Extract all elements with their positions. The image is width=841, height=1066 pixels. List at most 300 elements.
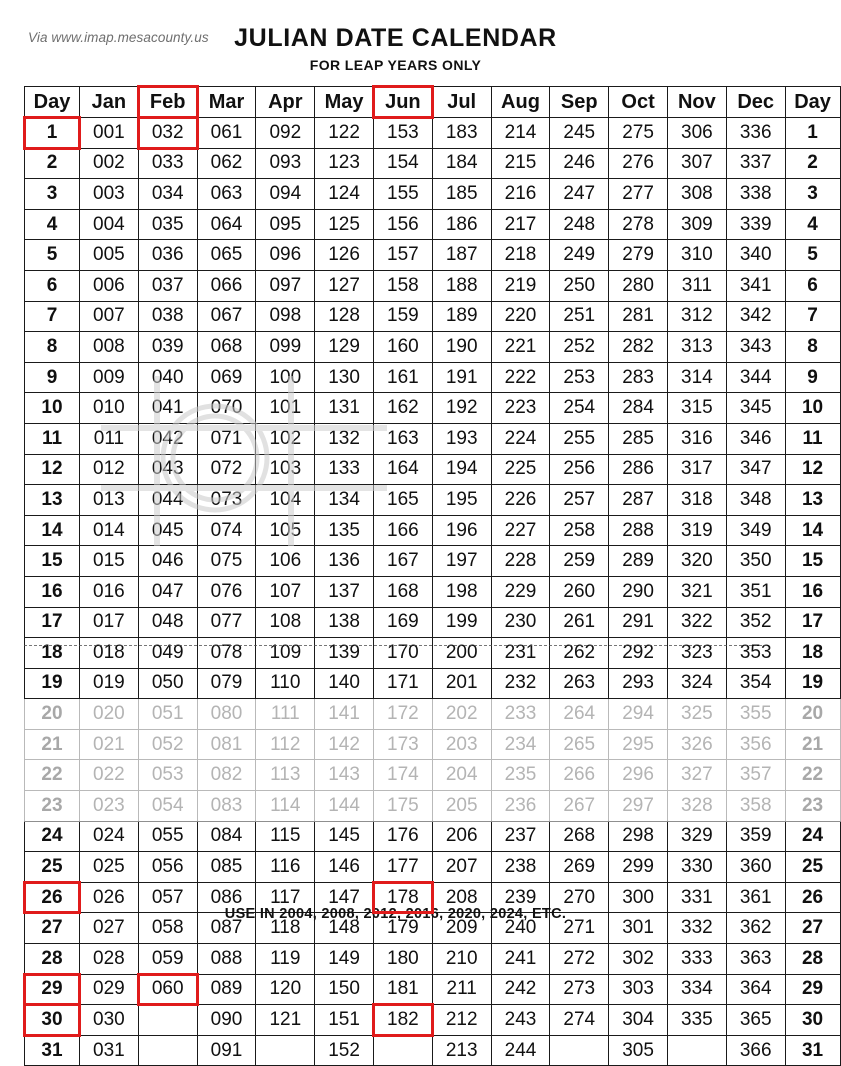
julian-day-cell-dec[interactable]	[726, 209, 785, 240]
julian-day-cell-apr[interactable]	[256, 209, 315, 240]
day-cell-right[interactable]	[785, 301, 840, 332]
julian-day-cell-mar[interactable]	[197, 454, 256, 485]
day-cell-right[interactable]	[785, 699, 840, 730]
julian-day-cell-jan[interactable]	[80, 301, 139, 332]
day-cell-right[interactable]	[785, 270, 840, 301]
julian-day-cell-jul[interactable]	[432, 668, 491, 699]
julian-day-cell-jun[interactable]	[373, 852, 432, 883]
julian-day-cell-nov[interactable]	[667, 1005, 726, 1036]
julian-day-cell-apr[interactable]	[256, 944, 315, 975]
julian-day-cell-dec[interactable]	[726, 240, 785, 271]
julian-day-cell-oct[interactable]	[609, 1035, 668, 1066]
julian-day-cell-jun[interactable]	[373, 638, 432, 669]
julian-day-cell-may[interactable]	[315, 668, 374, 699]
julian-day-cell-jan[interactable]	[80, 638, 139, 669]
julian-day-cell-feb[interactable]	[138, 699, 197, 730]
julian-day-cell-nov[interactable]	[667, 852, 726, 883]
julian-day-cell-jan[interactable]	[80, 393, 139, 424]
julian-day-cell-sep[interactable]	[550, 362, 609, 393]
julian-day-cell-aug[interactable]	[491, 668, 550, 699]
julian-day-cell-feb[interactable]	[138, 209, 197, 240]
julian-day-cell-jul[interactable]	[432, 576, 491, 607]
julian-day-cell-oct[interactable]	[609, 699, 668, 730]
julian-day-cell-jun[interactable]	[373, 515, 432, 546]
julian-day-cell-mar[interactable]	[197, 270, 256, 301]
julian-day-cell-oct[interactable]	[609, 791, 668, 822]
julian-day-cell-jun[interactable]	[373, 974, 432, 1005]
julian-day-cell-aug[interactable]	[491, 301, 550, 332]
julian-day-cell-apr[interactable]	[256, 362, 315, 393]
julian-day-cell-jun[interactable]	[373, 362, 432, 393]
julian-day-cell-feb[interactable]	[138, 944, 197, 975]
julian-day-cell-aug[interactable]	[491, 760, 550, 791]
julian-day-cell-may[interactable]	[315, 240, 374, 271]
julian-day-cell-dec[interactable]	[726, 607, 785, 638]
day-cell-right[interactable]	[785, 668, 840, 699]
julian-day-cell-sep[interactable]	[550, 821, 609, 852]
julian-day-cell-aug[interactable]	[491, 638, 550, 669]
julian-day-cell-aug[interactable]	[491, 240, 550, 271]
day-cell-left[interactable]	[25, 668, 80, 699]
day-cell-right[interactable]	[785, 913, 840, 944]
julian-day-cell-aug[interactable]	[491, 791, 550, 822]
julian-day-cell-may[interactable]	[315, 791, 374, 822]
julian-day-cell-sep[interactable]	[550, 607, 609, 638]
day-cell-right[interactable]	[785, 118, 840, 149]
julian-day-cell-may[interactable]	[315, 1035, 374, 1066]
julian-day-cell-jun[interactable]	[373, 607, 432, 638]
julian-day-cell-jul[interactable]	[432, 852, 491, 883]
julian-day-cell-dec[interactable]	[726, 301, 785, 332]
julian-day-cell-oct[interactable]	[609, 974, 668, 1005]
julian-day-cell-nov[interactable]	[667, 209, 726, 240]
julian-day-cell-mar[interactable]	[197, 423, 256, 454]
julian-day-cell-jan[interactable]	[80, 974, 139, 1005]
julian-day-cell-apr[interactable]	[256, 148, 315, 179]
day-cell-right[interactable]	[785, 485, 840, 516]
column-header-nov[interactable]	[667, 87, 726, 118]
julian-day-cell-dec[interactable]	[726, 944, 785, 975]
julian-day-cell-sep[interactable]	[550, 118, 609, 149]
julian-day-cell-nov[interactable]	[667, 179, 726, 210]
julian-day-cell-jun[interactable]	[373, 729, 432, 760]
julian-day-cell-dec[interactable]	[726, 454, 785, 485]
julian-day-cell-jan[interactable]	[80, 944, 139, 975]
julian-day-cell-jul[interactable]	[432, 760, 491, 791]
julian-day-cell-jan[interactable]	[80, 209, 139, 240]
day-cell-left[interactable]	[25, 270, 80, 301]
julian-day-cell-may[interactable]	[315, 301, 374, 332]
julian-day-cell-mar[interactable]	[197, 791, 256, 822]
day-cell-left[interactable]	[25, 118, 80, 149]
julian-day-cell-nov[interactable]	[667, 270, 726, 301]
julian-day-cell-mar[interactable]	[197, 974, 256, 1005]
day-cell-left[interactable]	[25, 148, 80, 179]
julian-day-cell-mar[interactable]	[197, 393, 256, 424]
julian-day-cell-may[interactable]	[315, 423, 374, 454]
julian-day-cell-dec[interactable]	[726, 821, 785, 852]
julian-day-cell-may[interactable]	[315, 699, 374, 730]
julian-day-cell-jun[interactable]	[373, 148, 432, 179]
julian-day-cell-may[interactable]	[315, 515, 374, 546]
julian-day-cell-mar[interactable]	[197, 821, 256, 852]
julian-day-cell-aug[interactable]	[491, 852, 550, 883]
julian-day-cell-aug[interactable]	[491, 270, 550, 301]
julian-day-cell-jan[interactable]	[80, 179, 139, 210]
julian-day-cell-nov[interactable]	[667, 1035, 726, 1066]
column-header-jul[interactable]	[432, 87, 491, 118]
julian-day-cell-jun[interactable]	[373, 332, 432, 363]
day-cell-left[interactable]	[25, 454, 80, 485]
julian-day-cell-jun[interactable]	[373, 791, 432, 822]
day-cell-left[interactable]	[25, 332, 80, 363]
julian-day-cell-mar[interactable]	[197, 240, 256, 271]
julian-day-cell-apr[interactable]	[256, 1005, 315, 1036]
day-cell-left[interactable]	[25, 944, 80, 975]
julian-day-cell-jul[interactable]	[432, 270, 491, 301]
julian-day-cell-jul[interactable]	[432, 332, 491, 363]
julian-day-cell-dec[interactable]	[726, 852, 785, 883]
julian-day-cell-nov[interactable]	[667, 148, 726, 179]
julian-day-cell-jul[interactable]	[432, 240, 491, 271]
julian-day-cell-dec[interactable]	[726, 332, 785, 363]
julian-day-cell-mar[interactable]	[197, 148, 256, 179]
day-cell-right[interactable]	[785, 546, 840, 577]
julian-day-cell-feb[interactable]	[138, 638, 197, 669]
column-header-mar[interactable]	[197, 87, 256, 118]
day-cell-left[interactable]	[25, 362, 80, 393]
julian-day-cell-feb[interactable]	[138, 393, 197, 424]
julian-day-cell-apr[interactable]	[256, 638, 315, 669]
julian-day-cell-sep[interactable]	[550, 332, 609, 363]
day-cell-right[interactable]	[785, 852, 840, 883]
julian-day-cell-nov[interactable]	[667, 301, 726, 332]
julian-day-cell-dec[interactable]	[726, 668, 785, 699]
julian-day-cell-oct[interactable]	[609, 944, 668, 975]
julian-day-cell-mar[interactable]	[197, 944, 256, 975]
column-header-apr[interactable]	[256, 87, 315, 118]
julian-day-cell-jun[interactable]	[373, 393, 432, 424]
column-header-feb[interactable]	[138, 87, 197, 118]
julian-day-cell-apr[interactable]	[256, 791, 315, 822]
julian-day-cell-may[interactable]	[315, 974, 374, 1005]
julian-day-cell-oct[interactable]	[609, 821, 668, 852]
day-cell-left[interactable]	[25, 301, 80, 332]
julian-day-cell-nov[interactable]	[667, 974, 726, 1005]
julian-day-cell-sep[interactable]	[550, 668, 609, 699]
day-cell-right[interactable]	[785, 515, 840, 546]
julian-day-cell-jan[interactable]	[80, 729, 139, 760]
julian-day-cell-nov[interactable]	[667, 515, 726, 546]
julian-day-cell-aug[interactable]	[491, 944, 550, 975]
julian-day-cell-dec[interactable]	[726, 423, 785, 454]
julian-day-cell-oct[interactable]	[609, 209, 668, 240]
julian-day-cell-mar[interactable]	[197, 1035, 256, 1066]
day-cell-right[interactable]	[785, 332, 840, 363]
julian-day-cell-aug[interactable]	[491, 1035, 550, 1066]
julian-day-cell-feb[interactable]	[138, 118, 197, 149]
julian-day-cell-dec[interactable]	[726, 576, 785, 607]
julian-day-cell-aug[interactable]	[491, 118, 550, 149]
julian-day-cell-oct[interactable]	[609, 852, 668, 883]
julian-day-cell-nov[interactable]	[667, 118, 726, 149]
julian-day-cell-feb[interactable]	[138, 668, 197, 699]
julian-day-cell-sep[interactable]	[550, 454, 609, 485]
julian-day-cell-jan[interactable]	[80, 607, 139, 638]
julian-day-cell-may[interactable]	[315, 638, 374, 669]
day-cell-left[interactable]	[25, 393, 80, 424]
julian-day-cell-jun[interactable]	[373, 270, 432, 301]
day-cell-right[interactable]	[785, 944, 840, 975]
julian-day-cell-feb[interactable]	[138, 515, 197, 546]
julian-day-cell-jan[interactable]	[80, 668, 139, 699]
julian-day-cell-feb[interactable]	[138, 607, 197, 638]
julian-day-cell-jan[interactable]	[80, 1005, 139, 1036]
julian-day-cell-feb[interactable]	[138, 1035, 197, 1066]
julian-day-cell-nov[interactable]	[667, 638, 726, 669]
julian-day-cell-jul[interactable]	[432, 1035, 491, 1066]
julian-day-cell-jun[interactable]	[373, 179, 432, 210]
julian-day-cell-nov[interactable]	[667, 240, 726, 271]
julian-day-cell-mar[interactable]	[197, 362, 256, 393]
julian-day-cell-apr[interactable]	[256, 760, 315, 791]
julian-day-cell-aug[interactable]	[491, 332, 550, 363]
day-cell-right[interactable]	[785, 1035, 840, 1066]
julian-day-cell-oct[interactable]	[609, 118, 668, 149]
julian-day-cell-mar[interactable]	[197, 699, 256, 730]
julian-day-cell-feb[interactable]	[138, 1005, 197, 1036]
julian-day-cell-mar[interactable]	[197, 668, 256, 699]
column-header-jan[interactable]	[80, 87, 139, 118]
julian-day-cell-may[interactable]	[315, 576, 374, 607]
julian-day-cell-aug[interactable]	[491, 423, 550, 454]
julian-day-cell-sep[interactable]	[550, 1005, 609, 1036]
julian-day-cell-apr[interactable]	[256, 179, 315, 210]
julian-day-cell-sep[interactable]	[550, 852, 609, 883]
julian-day-cell-jul[interactable]	[432, 546, 491, 577]
julian-day-cell-jan[interactable]	[80, 546, 139, 577]
julian-day-cell-dec[interactable]	[726, 485, 785, 516]
julian-day-cell-mar[interactable]	[197, 301, 256, 332]
julian-day-cell-feb[interactable]	[138, 179, 197, 210]
julian-day-cell-feb[interactable]	[138, 148, 197, 179]
julian-day-cell-may[interactable]	[315, 118, 374, 149]
julian-day-cell-sep[interactable]	[550, 576, 609, 607]
julian-day-cell-may[interactable]	[315, 454, 374, 485]
julian-day-cell-jul[interactable]	[432, 209, 491, 240]
julian-day-cell-feb[interactable]	[138, 240, 197, 271]
day-cell-left[interactable]	[25, 729, 80, 760]
julian-day-cell-jan[interactable]	[80, 270, 139, 301]
julian-day-cell-feb[interactable]	[138, 454, 197, 485]
julian-day-cell-apr[interactable]	[256, 668, 315, 699]
julian-day-cell-nov[interactable]	[667, 944, 726, 975]
julian-day-cell-aug[interactable]	[491, 393, 550, 424]
julian-day-cell-jul[interactable]	[432, 515, 491, 546]
julian-day-cell-oct[interactable]	[609, 240, 668, 271]
julian-day-cell-nov[interactable]	[667, 393, 726, 424]
julian-day-cell-mar[interactable]	[197, 1005, 256, 1036]
julian-day-cell-aug[interactable]	[491, 515, 550, 546]
julian-day-cell-jun[interactable]	[373, 1005, 432, 1036]
julian-day-cell-nov[interactable]	[667, 454, 726, 485]
julian-day-cell-jun[interactable]	[373, 668, 432, 699]
julian-day-cell-jul[interactable]	[432, 179, 491, 210]
julian-day-cell-feb[interactable]	[138, 546, 197, 577]
julian-day-cell-jan[interactable]	[80, 240, 139, 271]
julian-day-cell-jun[interactable]	[373, 454, 432, 485]
julian-day-cell-oct[interactable]	[609, 607, 668, 638]
julian-day-cell-nov[interactable]	[667, 699, 726, 730]
column-header-jun[interactable]	[373, 87, 432, 118]
julian-day-cell-mar[interactable]	[197, 485, 256, 516]
julian-day-cell-sep[interactable]	[550, 944, 609, 975]
day-cell-right[interactable]	[785, 576, 840, 607]
julian-day-cell-mar[interactable]	[197, 209, 256, 240]
julian-day-cell-dec[interactable]	[726, 729, 785, 760]
julian-day-cell-nov[interactable]	[667, 576, 726, 607]
day-cell-right[interactable]	[785, 179, 840, 210]
day-cell-left[interactable]	[25, 607, 80, 638]
julian-day-cell-aug[interactable]	[491, 699, 550, 730]
julian-day-cell-oct[interactable]	[609, 301, 668, 332]
julian-day-cell-nov[interactable]	[667, 362, 726, 393]
julian-day-cell-jul[interactable]	[432, 729, 491, 760]
julian-day-cell-apr[interactable]	[256, 393, 315, 424]
julian-day-cell-dec[interactable]	[726, 362, 785, 393]
julian-day-cell-jul[interactable]	[432, 362, 491, 393]
day-cell-right[interactable]	[785, 240, 840, 271]
julian-day-cell-may[interactable]	[315, 546, 374, 577]
julian-day-cell-apr[interactable]	[256, 576, 315, 607]
julian-day-cell-sep[interactable]	[550, 179, 609, 210]
julian-day-cell-jul[interactable]	[432, 791, 491, 822]
julian-day-cell-mar[interactable]	[197, 118, 256, 149]
julian-day-cell-apr[interactable]	[256, 270, 315, 301]
julian-day-cell-jul[interactable]	[432, 944, 491, 975]
julian-day-cell-feb[interactable]	[138, 301, 197, 332]
julian-day-cell-mar[interactable]	[197, 852, 256, 883]
julian-day-cell-may[interactable]	[315, 179, 374, 210]
julian-day-cell-aug[interactable]	[491, 729, 550, 760]
julian-day-cell-aug[interactable]	[491, 607, 550, 638]
julian-day-cell-dec[interactable]	[726, 179, 785, 210]
julian-day-cell-jan[interactable]	[80, 760, 139, 791]
julian-day-cell-jul[interactable]	[432, 301, 491, 332]
julian-day-cell-jun[interactable]	[373, 209, 432, 240]
julian-day-cell-feb[interactable]	[138, 362, 197, 393]
day-cell-right[interactable]	[785, 729, 840, 760]
julian-day-cell-aug[interactable]	[491, 454, 550, 485]
julian-day-cell-nov[interactable]	[667, 546, 726, 577]
julian-day-cell-oct[interactable]	[609, 546, 668, 577]
julian-day-cell-apr[interactable]	[256, 1035, 315, 1066]
day-cell-left[interactable]	[25, 699, 80, 730]
julian-day-cell-aug[interactable]	[491, 485, 550, 516]
day-cell-right[interactable]	[785, 638, 840, 669]
julian-day-cell-mar[interactable]	[197, 515, 256, 546]
julian-day-cell-jul[interactable]	[432, 1005, 491, 1036]
julian-day-cell-sep[interactable]	[550, 974, 609, 1005]
column-header-sep[interactable]	[550, 87, 609, 118]
julian-day-cell-may[interactable]	[315, 1005, 374, 1036]
julian-day-cell-jul[interactable]	[432, 485, 491, 516]
julian-day-cell-jul[interactable]	[432, 423, 491, 454]
julian-day-cell-dec[interactable]	[726, 270, 785, 301]
julian-day-cell-jul[interactable]	[432, 699, 491, 730]
day-cell-left[interactable]	[25, 423, 80, 454]
julian-day-cell-jun[interactable]	[373, 1035, 432, 1066]
julian-day-cell-oct[interactable]	[609, 515, 668, 546]
julian-day-cell-dec[interactable]	[726, 118, 785, 149]
julian-day-cell-dec[interactable]	[726, 546, 785, 577]
julian-day-cell-oct[interactable]	[609, 423, 668, 454]
column-header-may[interactable]	[315, 87, 374, 118]
day-cell-right[interactable]	[785, 209, 840, 240]
day-cell-left[interactable]	[25, 1035, 80, 1066]
julian-day-cell-dec[interactable]	[726, 974, 785, 1005]
julian-day-cell-nov[interactable]	[667, 607, 726, 638]
julian-day-cell-dec[interactable]	[726, 1005, 785, 1036]
julian-day-cell-jul[interactable]	[432, 454, 491, 485]
julian-day-cell-may[interactable]	[315, 760, 374, 791]
julian-day-cell-feb[interactable]	[138, 821, 197, 852]
julian-day-cell-may[interactable]	[315, 607, 374, 638]
julian-day-cell-jul[interactable]	[432, 638, 491, 669]
day-cell-right[interactable]	[785, 362, 840, 393]
julian-day-cell-may[interactable]	[315, 270, 374, 301]
julian-day-cell-may[interactable]	[315, 729, 374, 760]
julian-day-cell-jan[interactable]	[80, 362, 139, 393]
julian-day-cell-may[interactable]	[315, 332, 374, 363]
julian-day-cell-may[interactable]	[315, 209, 374, 240]
julian-day-cell-sep[interactable]	[550, 760, 609, 791]
julian-day-cell-jul[interactable]	[432, 821, 491, 852]
column-header-oct[interactable]	[609, 87, 668, 118]
julian-day-cell-sep[interactable]	[550, 148, 609, 179]
julian-day-cell-jan[interactable]	[80, 852, 139, 883]
day-cell-right[interactable]	[785, 393, 840, 424]
julian-day-cell-nov[interactable]	[667, 821, 726, 852]
julian-day-cell-jul[interactable]	[432, 607, 491, 638]
julian-day-cell-nov[interactable]	[667, 729, 726, 760]
julian-day-cell-oct[interactable]	[609, 332, 668, 363]
julian-day-cell-nov[interactable]	[667, 668, 726, 699]
column-header-day-right[interactable]	[785, 87, 840, 118]
julian-day-cell-sep[interactable]	[550, 729, 609, 760]
julian-day-cell-jun[interactable]	[373, 821, 432, 852]
julian-day-cell-aug[interactable]	[491, 179, 550, 210]
julian-day-cell-mar[interactable]	[197, 576, 256, 607]
julian-day-cell-dec[interactable]	[726, 393, 785, 424]
julian-day-cell-jan[interactable]	[80, 485, 139, 516]
day-cell-left[interactable]	[25, 852, 80, 883]
julian-day-cell-dec[interactable]	[726, 791, 785, 822]
julian-day-cell-dec[interactable]	[726, 760, 785, 791]
julian-day-cell-oct[interactable]	[609, 485, 668, 516]
julian-day-cell-jan[interactable]	[80, 118, 139, 149]
julian-day-cell-sep[interactable]	[550, 791, 609, 822]
julian-day-cell-jan[interactable]	[80, 454, 139, 485]
julian-day-cell-jun[interactable]	[373, 301, 432, 332]
julian-day-cell-jun[interactable]	[373, 546, 432, 577]
julian-day-cell-jun[interactable]	[373, 118, 432, 149]
julian-day-cell-aug[interactable]	[491, 546, 550, 577]
day-cell-left[interactable]	[25, 760, 80, 791]
julian-day-cell-jan[interactable]	[80, 576, 139, 607]
julian-day-cell-oct[interactable]	[609, 393, 668, 424]
julian-day-cell-may[interactable]	[315, 148, 374, 179]
